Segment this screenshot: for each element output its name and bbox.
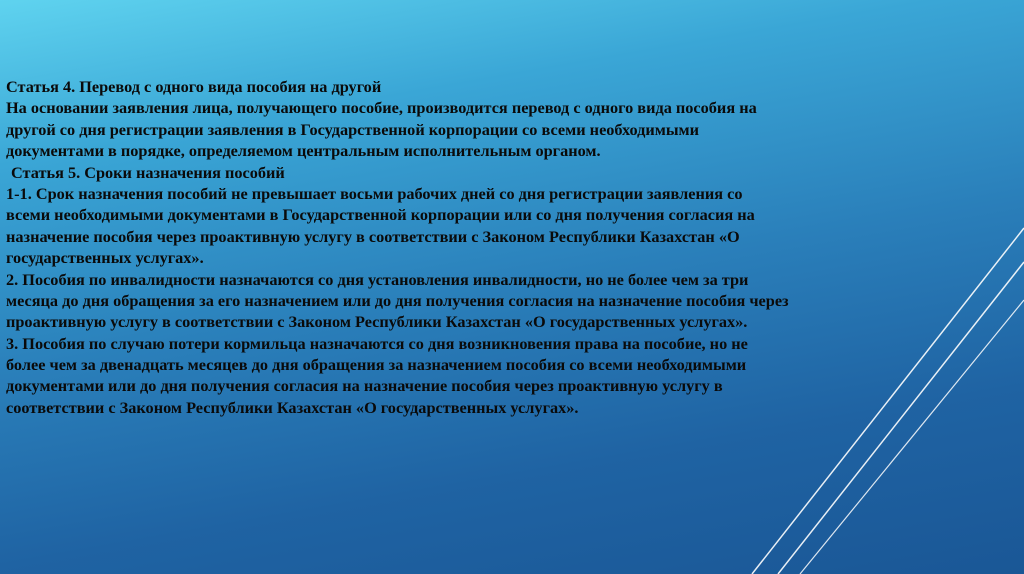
paragraph-line: проактивную услугу в соответствии с Законом Республики Казахстан «О государственных услугах». (6, 312, 748, 332)
paragraph-line: документами или до дня получения согласия на назначение пособия через проактивную услугу в (6, 376, 723, 396)
article-5-heading: Статья 5. Сроки назначения пособий (11, 162, 285, 182)
paragraph-line: другой со дня регистрации заявления в Государственной корпорации со всеми необходимыми (6, 119, 700, 139)
paragraph-line: государственных услугах». (6, 248, 204, 268)
paragraph-line: 3. Пособия по случаю потери кормильца назначаются со дня возникновения права на пособие, но не (6, 333, 748, 353)
article-4-heading: Статья 4. Перевод с одного вида пособия на другой (6, 77, 382, 96)
paragraph-line: всеми необходимыми документами в Государственной корпорации или со дня получения согласия на (6, 205, 755, 225)
paragraph-line: На основании заявления лица, получающего пособие, производится перевод с одного вида пособия на (6, 98, 757, 118)
paragraph-line: 1-1. Срок назначения пособий не превышает восьми рабочих дней со дня регистрации заявления со (6, 183, 743, 203)
paragraph-line: более чем за двенадцать месяцев до дня обращения за назначением пособия со всеми необходимыми (6, 355, 747, 375)
paragraph-line: назначение пособия через проактивную услугу в соответствии с Законом Республики Казахстан «О (6, 226, 740, 246)
paragraph-line: документами в порядке, определяемом центральным исполнительным органом. (6, 141, 601, 161)
paragraph-line: соответствии с Законом Республики Казахстан «О государственных услугах». (6, 397, 579, 417)
paragraph-line: месяца до дня обращения за его назначением или до дня получения согласия на назначение пособия через (6, 290, 789, 310)
slide-body-text (6, 76, 1018, 418)
paragraph-line: 2. Пособия по инвалидности назначаются со дня установления инвалидности, но не более чем за три (6, 269, 749, 289)
